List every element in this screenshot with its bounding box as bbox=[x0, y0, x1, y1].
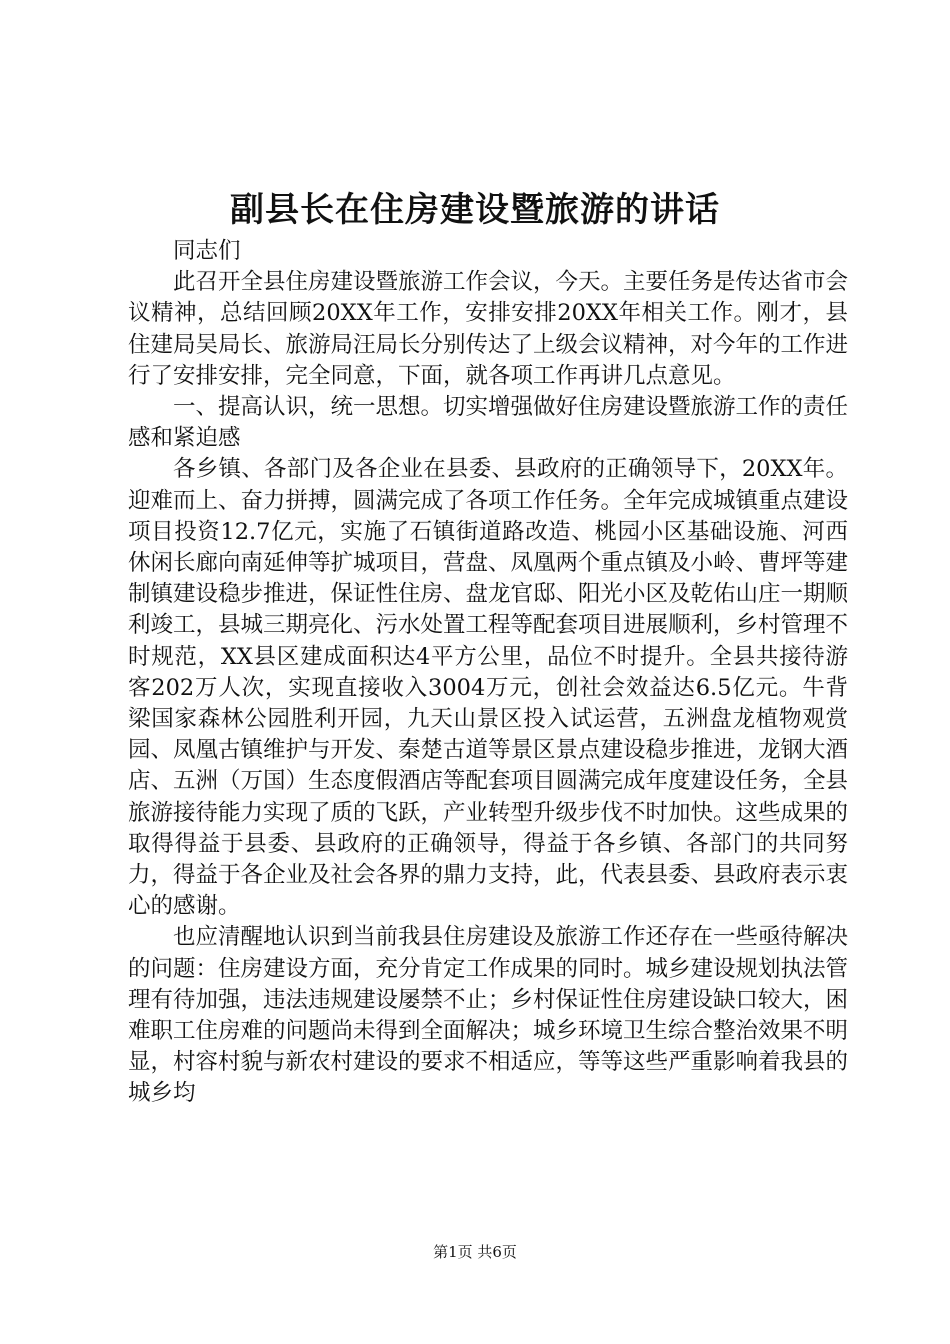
document-body bbox=[128, 236, 848, 1110]
problems-paragraph: 也应清醒地认识到当前我县住房建设及旅游工作还存在一些亟待解决的问题：住房建设方面，充分肯定工作成果的同时。城乡建设规划执法管理有待加强，违法违规建设屡禁不止；乡村保证性住房建设缺口较大，困难职工住房难的问题尚未得到全面解决；城乡环境卫生综合整治效果不明显，村容村貌与新农村建设的要求不相适应，等等这些严重影响着我县的城乡均 bbox=[128, 924, 849, 1107]
achievements-paragraph: 各乡镇、各部门及各企业在县委、县政府的正确领导下，20XX年。迎难而上、奋力拼搏，圆满完成了各项工作任务。全年完成城镇重点建设项目投资12.7亿元，实施了石镇街道路改造、桃园小区基础设施、河西休闲长廊向南延伸等扩城项目，营盘、凤凰两个重点镇及小岭、曹坪等建制镇建设稳步推进，保证性住房、盘龙官邸、阳光小区及乾佑山庄一期顺利竣工，县城三期亮化、污水处置工程等配套项目进展顺利，乡村管理不时规范，XX县区建成面积达4平方公里，品位不时提升。全县共接待游客202万人次，实现直接收入3004万元，创社会效益达6.5亿元。牛背梁国家森林公园胜利开园，九天山景区投入试运营，五洲盘龙植物观赏园、凤凰古镇维护与开发、秦楚古道等景区景点建设稳步推进，龙钢大酒店、五洲（万国）生态度假酒店等配套项目圆满完成年度建设任务，全县旅游接待能力实现了质的飞跃，产业转型升级步伐不时加快。这些成果的取得得益于县委、县政府的正确领导，得益于各乡镇、各部门的共同努力，得益于各企业及社会各界的鼎力支持，此，代表县委、县政府表示衷心的感谢。 bbox=[128, 456, 849, 920]
salutation-paragraph: 同志们 bbox=[173, 238, 241, 264]
intro-paragraph: 此召开全县住房建设暨旅游工作会议，今天。主要任务是传达省市会议精神，总结回顾20XX年工作，安排安排20XX年相关工作。刚才，县住建局吴局长、旅游局汪局长分别传达了上级会议精神，对今年的工作进行了安排安排，完全同意，下面，就各项工作再讲几点意见。 bbox=[128, 269, 849, 389]
section-heading-1: 一、提高认识，统一思想。切实增强做好住房建设暨旅游工作的责任感和紧迫感 bbox=[128, 394, 849, 452]
document-title: 副县长在住房建设暨旅游的讲话 bbox=[230, 190, 720, 230]
page-footer: 第1页 共6页 bbox=[433, 1243, 517, 1261]
